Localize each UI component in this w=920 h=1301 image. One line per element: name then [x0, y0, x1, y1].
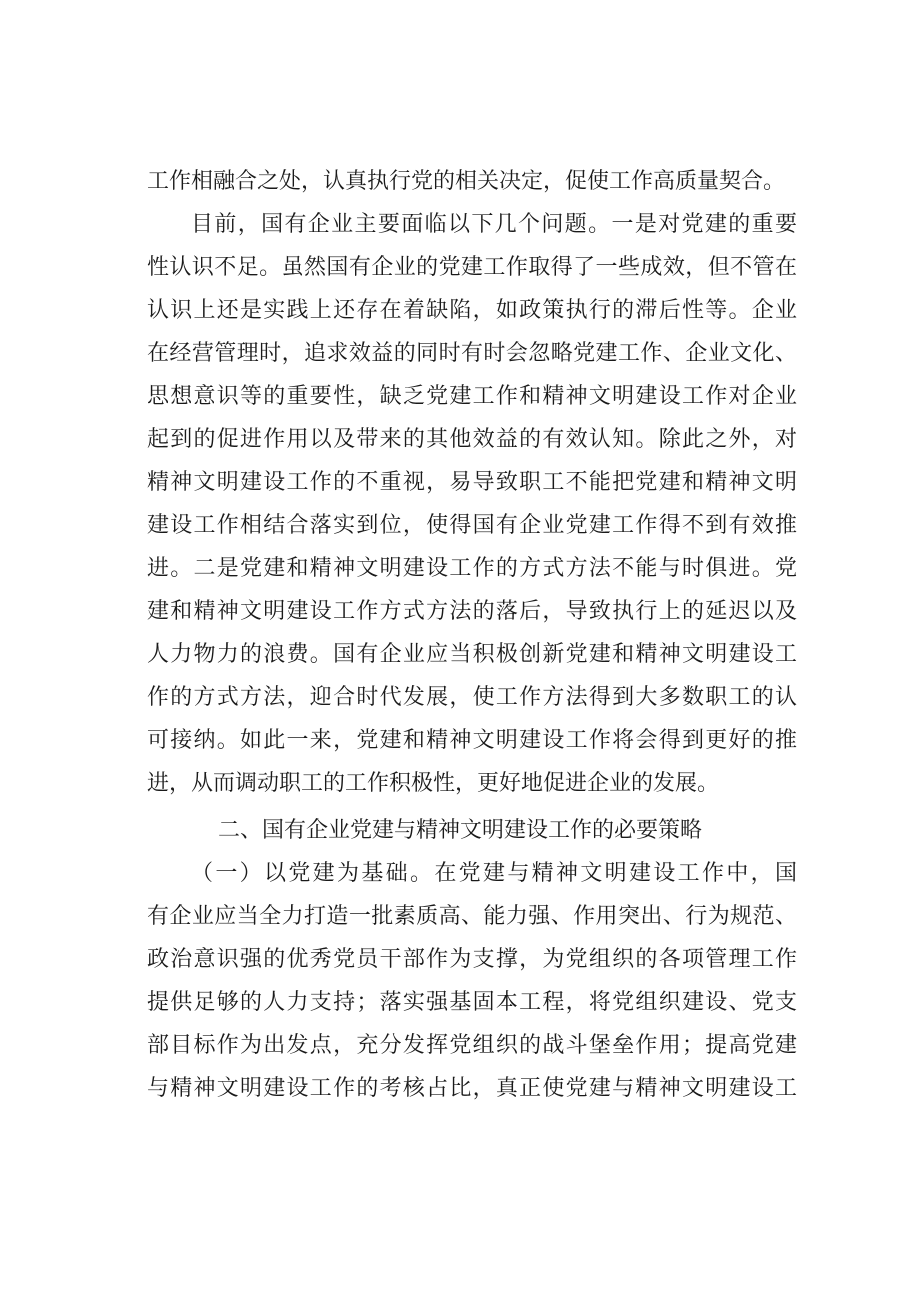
paragraph-line: 目前，国有企业主要面临以下几个问题。一是对党建的重要	[191, 212, 797, 237]
paragraph-line: 提供足够的人力支持；落实强基固本工程，将党组织建设、党支	[147, 990, 797, 1015]
paragraph-line: 部目标作为出发点，充分发挥党组织的战斗堡垒作用；提高党建	[147, 1033, 797, 1058]
paragraph-line: 思想意识等的重要性，缺乏党建工作和精神文明建设工作对企业	[147, 384, 797, 409]
paragraph-line: 有企业应当全力打造一批素质高、能力强、作用突出、行为规范、	[147, 904, 797, 929]
paragraph-line: 建和精神文明建设工作方式方法的落后，导致执行上的延迟以及	[147, 599, 797, 624]
paragraph-line: 工作相融合之处，认真执行党的相关决定，促使工作高质量契合。	[147, 169, 786, 194]
paragraph-line: 起到的促进作用以及带来的其他效益的有效认知。除此之外，对	[147, 427, 797, 452]
paragraph-line: 认识上还是实践上还存在着缺陷，如政策执行的滞后性等。企业	[147, 298, 797, 323]
paragraph-line: 性认识不足。虽然国有企业的党建工作取得了一些成效，但不管在	[147, 255, 797, 280]
paragraph-line: 政治意识强的优秀党员干部作为支撑，为党组织的各项管理工作	[147, 947, 797, 972]
paragraph-line: 精神文明建设工作的不重视，易导致职工不能把党建和精神文明	[147, 470, 797, 495]
paragraph-line: 进，从而调动职工的工作积极性，更好地促进企业的发展。	[147, 771, 720, 796]
paragraph-line: 进。二是党建和精神文明建设工作的方式方法不能与时俱进。党	[147, 556, 797, 581]
paragraph-line: 人力物力的浪费。国有企业应当积极创新党建和精神文明建设工	[147, 642, 797, 667]
paragraph-line: 与精神文明建设工作的考核占比，真正使党建与精神文明建设工	[147, 1076, 797, 1101]
paragraph-line: 在经营管理时，追求效益的同时有时会忽略党建工作、企业文化、	[147, 341, 797, 366]
paragraph-line: （一）以党建为基础。在党建与精神文明建设工作中，国	[191, 861, 797, 886]
section-heading: 二、国有企业党建与精神文明建设工作的必要策略	[217, 818, 702, 843]
paragraph-line: 建设工作相结合落实到位，使得国有企业党建工作得不到有效推	[147, 513, 797, 538]
paragraph-line: 作的方式方法，迎合时代发展，使工作方法得到大多数职工的认	[147, 685, 797, 710]
paragraph-line: 可接纳。如此一来，党建和精神文明建设工作将会得到更好的推	[147, 728, 797, 753]
